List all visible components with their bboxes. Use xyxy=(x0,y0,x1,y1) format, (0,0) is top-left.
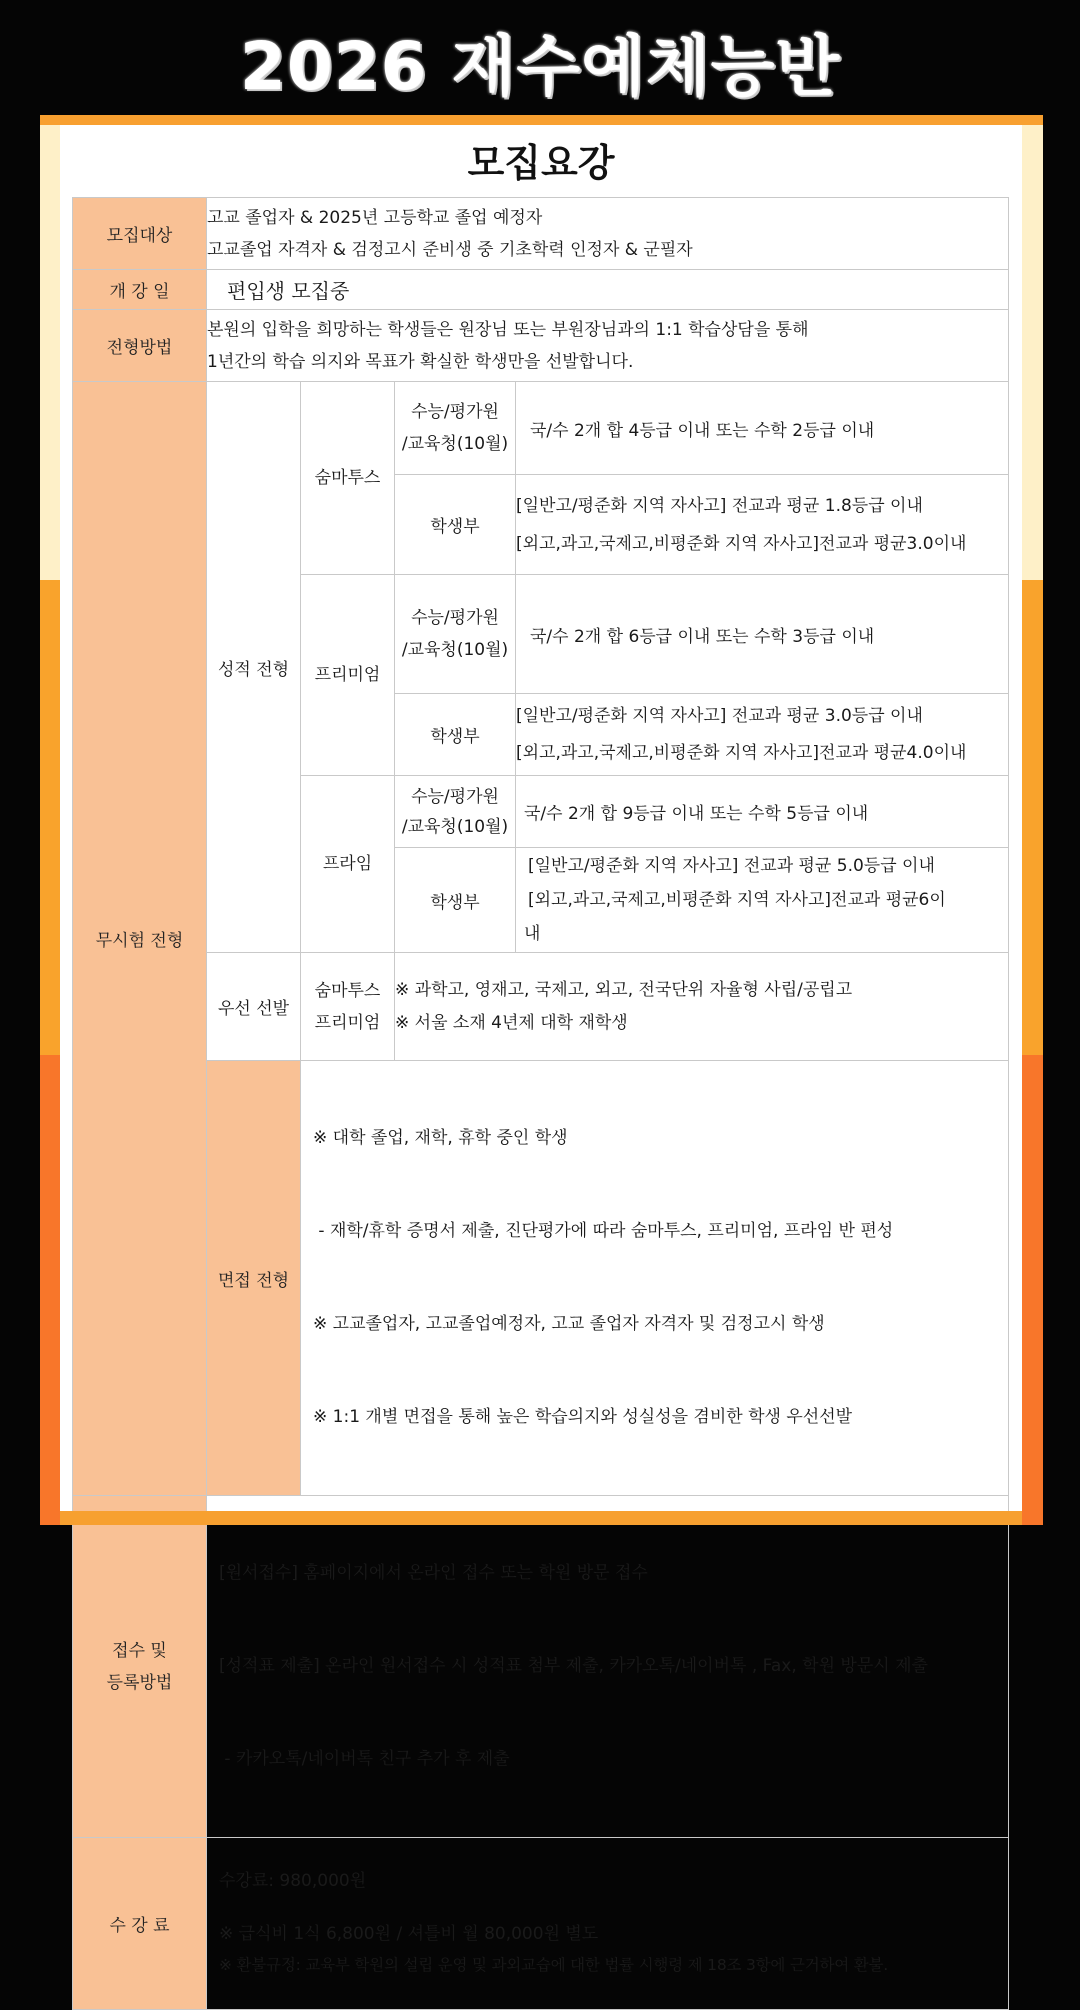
suneung-label-line-2: /교육청(10월) xyxy=(401,434,509,454)
summa-suneung-criteria: 국/수 2개 합 4등급 이내 또는 수학 2등급 이내 xyxy=(516,382,1009,475)
premium-record-line-1: [일반고/평준화 지역 자사고] 전교과 평균 3.0등급 이내 xyxy=(516,705,923,726)
label-method: 전형방법 xyxy=(73,310,207,382)
register-line-2: [성적표 제출] 온라인 원서접수 시 성적표 첨부 제출, 카카오톡/네이버톡 , Fax, 학원 방문시 제출 xyxy=(219,1656,928,1676)
priority-line-1: ※ 과학고, 영재고, 국제고, 외고, 전국단위 자율형 사립/공립고 xyxy=(395,979,853,1000)
fee-meal-shuttle: ※ 급식비 1식 6,800원 / 셔틀비 월 80,000원 별도 xyxy=(219,1924,599,1944)
summa-record-line-2: [외고,과고,국제고,비평준화 지역 자사고]전교과 평균3.0이내 xyxy=(516,533,967,554)
fee-refund-policy: ※ 환불규정: 교육부 학원의 설립 운영 및 과외교습에 대한 법률 시행령 제 18조 3항에 근거하여 환불. xyxy=(219,1956,889,1974)
type-premium: 프리미엄 xyxy=(301,575,395,776)
suneung-label-line-1: 수능/평가원 xyxy=(411,402,499,422)
paper-bottom-bar xyxy=(60,1511,1022,1525)
priority-types xyxy=(301,953,395,1061)
method-line-2: 1년간의 학습 의지와 목표가 확실한 학생만을 선발합니다. xyxy=(207,351,634,372)
row-register xyxy=(73,1496,1009,1838)
suneung-label-line-1: 수능/평가원 xyxy=(411,608,499,628)
target-line-1: 고교 졸업자 & 2025년 고등학교 졸업 예정자 xyxy=(207,207,543,228)
row-priority xyxy=(73,953,1009,1061)
poster-paper xyxy=(60,125,1022,1974)
record-label-prime: 학생부 xyxy=(395,848,516,953)
suneung-label-line-2: /교육청(10월) xyxy=(401,816,509,837)
poster-frame xyxy=(40,115,1043,1974)
summa-record-line-1: [일반고/평준화 지역 자사고] 전교과 평균 1.8등급 이내 xyxy=(516,495,923,516)
premium-suneung-criteria: 국/수 2개 합 6등급 이내 또는 수학 3등급 이내 xyxy=(516,575,1009,694)
row-fee xyxy=(73,1838,1009,2010)
label-target: 모집대상 xyxy=(73,198,207,270)
label-fee: 수 강 료 xyxy=(73,1838,207,2010)
register-label-line-1: 접수 및 xyxy=(112,1640,167,1661)
value-register xyxy=(207,1496,1009,1838)
summa-record-criteria xyxy=(516,475,1009,575)
value-method xyxy=(207,310,1009,382)
priority-criteria xyxy=(395,953,1009,1061)
method-line-1: 본원의 입학을 희망하는 학생들은 원장님 또는 부원장님과의 1:1 학습상담을 통해 xyxy=(207,319,809,340)
target-line-2: 고교졸업 자격자 & 검정고시 준비생 중 기초학력 인정자 & 군필자 xyxy=(207,239,693,260)
suneung-label-prime xyxy=(395,776,516,848)
value-target xyxy=(207,198,1009,270)
prime-record-line-3: 내 xyxy=(524,924,541,944)
value-fee xyxy=(207,1838,1009,2010)
premium-record-line-2: [외고,과고,국제고,비평준화 지역 자사고]전교과 평균4.0이내 xyxy=(516,742,967,763)
suneung-label-premium xyxy=(395,575,516,694)
label-interview: 면접 전형 xyxy=(207,1061,301,1496)
page-heading: 모집요강 xyxy=(467,141,615,185)
prime-suneung-criteria: 국/수 2개 합 9등급 이내 또는 수학 5등급 이내 xyxy=(516,776,1009,848)
premium-record-criteria xyxy=(516,694,1009,776)
frame-top-bar xyxy=(40,115,1043,125)
banner-title: 2026 재수예체능반 xyxy=(239,28,841,105)
suneung-label-line-2: /교육청(10월) xyxy=(401,640,509,660)
label-register xyxy=(73,1496,207,1838)
prime-record-line-1: [일반고/평준화 지역 자사고] 전교과 평균 5.0등급 이내 xyxy=(528,856,935,876)
priority-type-1: 숨마투스 xyxy=(314,980,381,1001)
row-opening xyxy=(73,270,1009,310)
priority-type-2: 프리미엄 xyxy=(314,1012,381,1033)
interview-line-3: ※ 고교졸업자, 고교졸업예정자, 고교 졸업자 자격자 및 검정고시 학생 xyxy=(313,1314,825,1334)
record-label-premium: 학생부 xyxy=(395,694,516,776)
prime-record-criteria xyxy=(516,848,1009,953)
grade-selection-label: 성적 전형 xyxy=(207,382,301,953)
interview-line-4: ※ 1:1 개별 면접을 통해 높은 학습의지와 성실성을 겸비한 학생 우선선발 xyxy=(313,1407,853,1427)
register-line-3: - 카카오톡/네이버톡 친구 추가 후 제출 xyxy=(219,1749,510,1769)
interview-line-1: ※ 대학 졸업, 재학, 휴학 중인 학생 xyxy=(313,1128,568,1148)
type-summa: 숨마투스 xyxy=(301,382,395,575)
interview-line-2: - 재학/휴학 증명서 제출, 진단평가에 따라 숨마투스, 프리미엄, 프라임 반 편성 xyxy=(313,1221,894,1241)
row-target xyxy=(73,198,1009,270)
row-method xyxy=(73,310,1009,382)
fee-tuition: 수강료: 980,000원 xyxy=(219,1871,367,1891)
prime-record-line-2: [외고,과고,국제고,비평준화 지역 자사고]전교과 평균6이 xyxy=(528,890,946,910)
fee-spacer xyxy=(219,1897,1008,1919)
priority-line-2: ※ 서울 소재 4년제 대학 재학생 xyxy=(395,1012,628,1033)
value-interview xyxy=(301,1061,1009,1496)
label-no-exam: 무시험 전형 xyxy=(73,382,207,1496)
admission-table xyxy=(72,197,1009,2010)
type-prime: 프라임 xyxy=(301,776,395,953)
priority-label: 우선 선발 xyxy=(207,953,301,1061)
record-label-summa: 학생부 xyxy=(395,475,516,575)
value-opening: 편입생 모집중 xyxy=(207,270,1009,310)
row-interview xyxy=(73,1061,1009,1496)
register-line-1: [원서접수] 홈페이지에서 온라인 접수 또는 학원 방문 접수 xyxy=(219,1563,648,1583)
suneung-label-summa xyxy=(395,382,516,475)
label-opening: 개 강 일 xyxy=(73,270,207,310)
register-label-line-2: 등록방법 xyxy=(106,1672,173,1693)
suneung-label-line-1: 수능/평가원 xyxy=(411,786,499,807)
row-summa-suneung xyxy=(73,382,1009,475)
